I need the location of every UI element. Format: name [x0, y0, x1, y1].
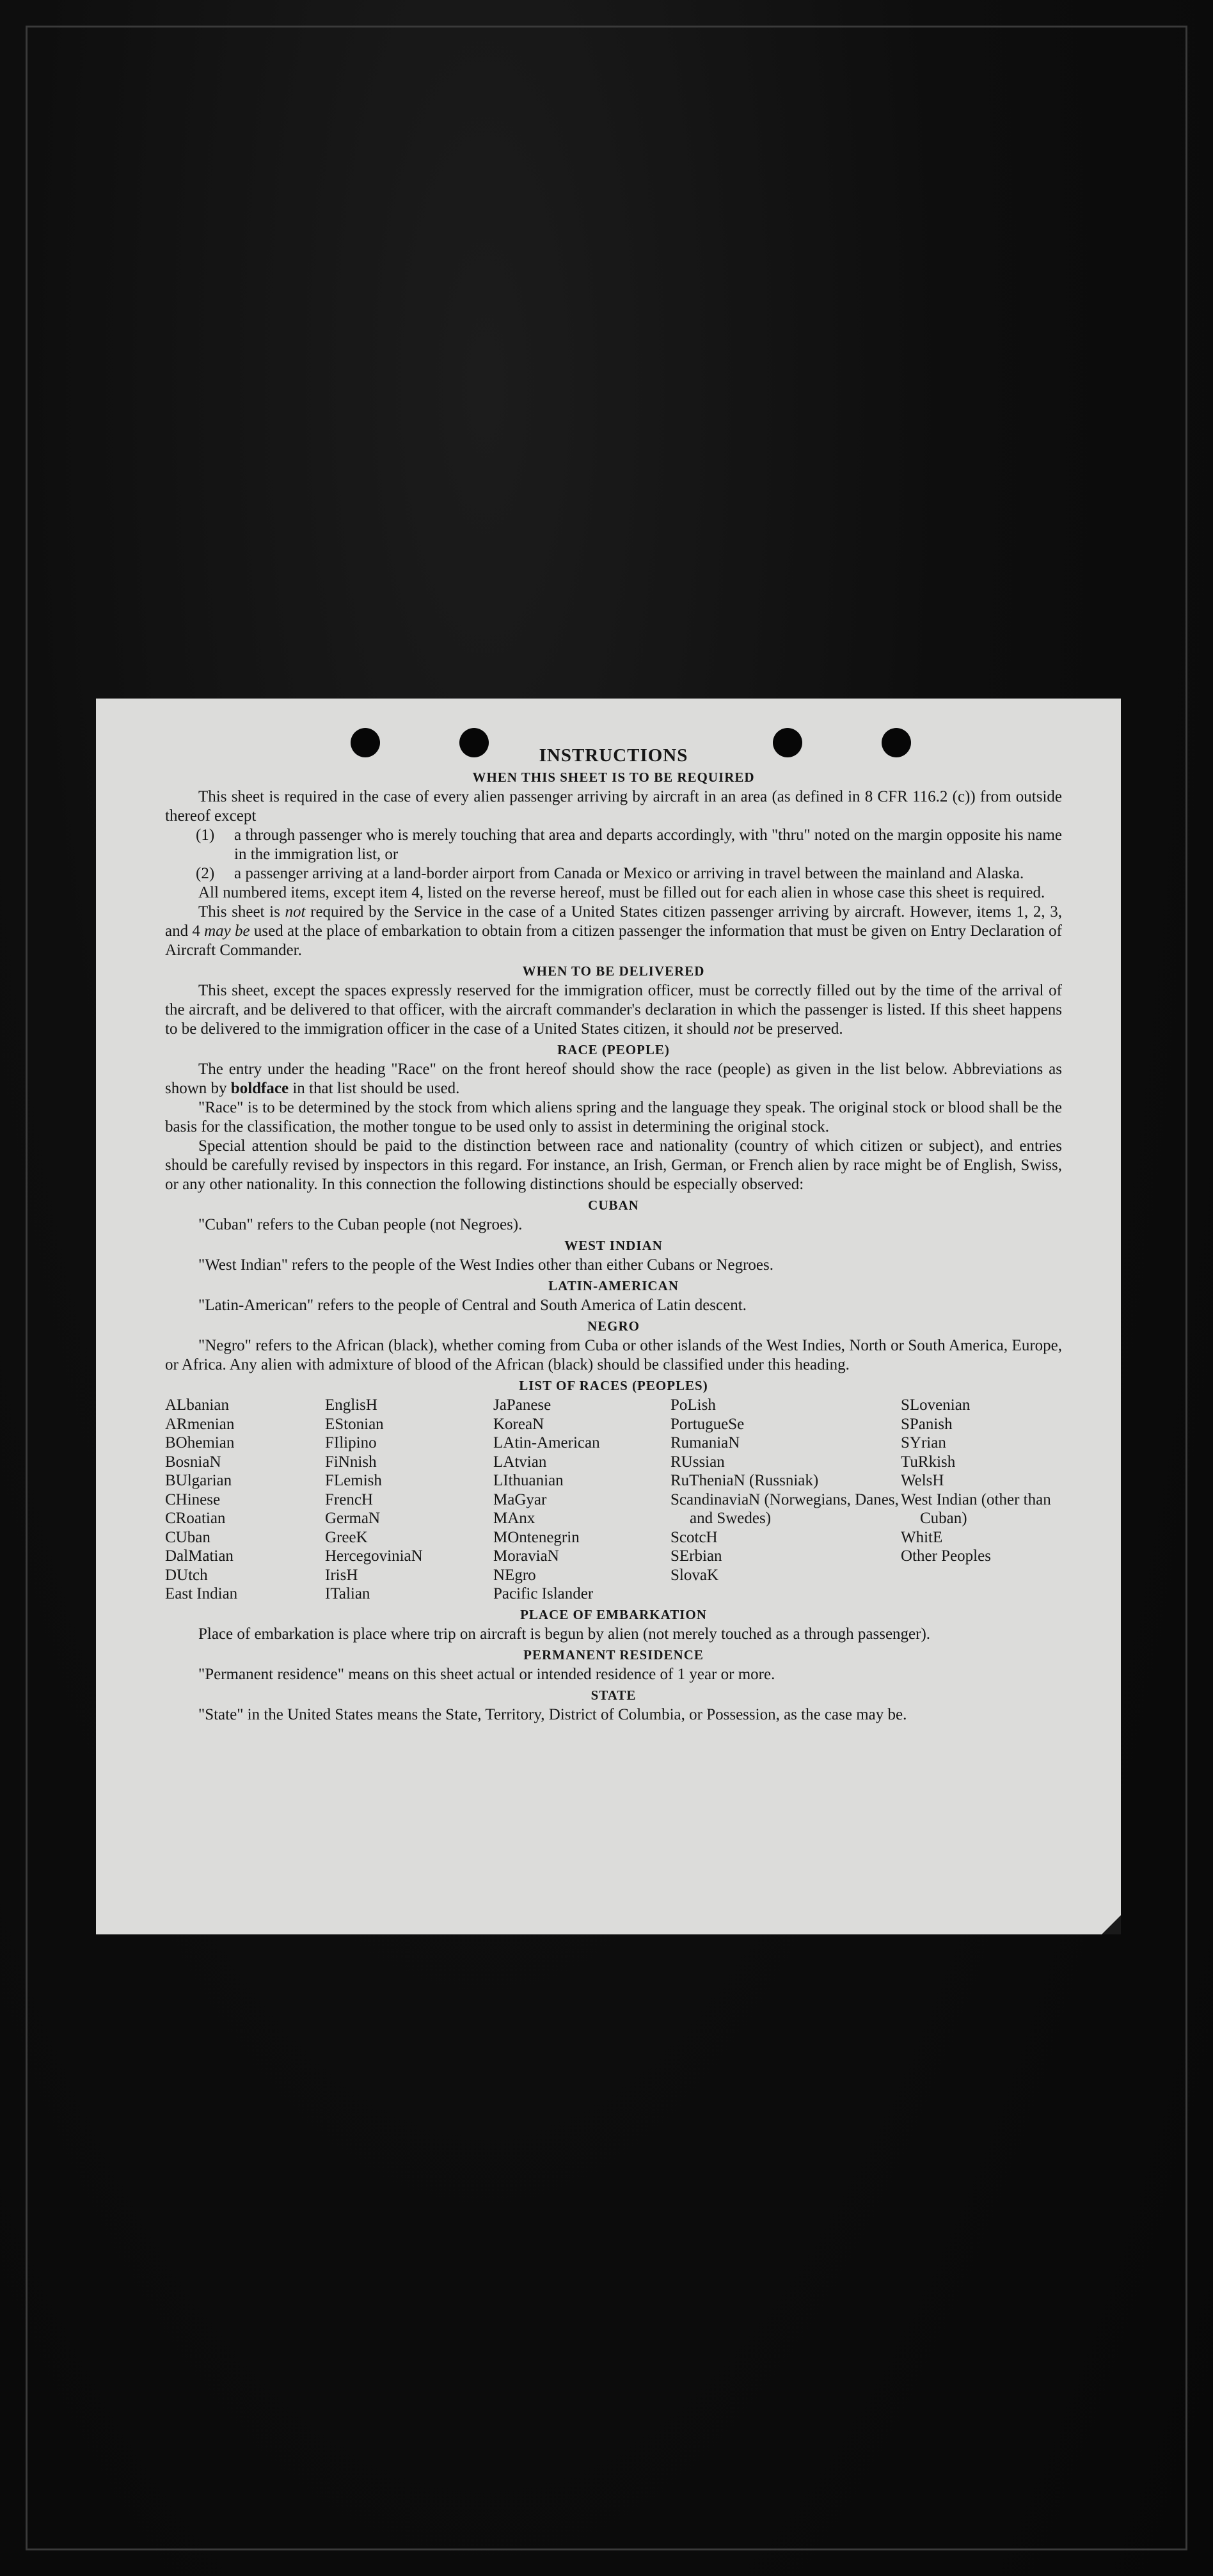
race-entry: MAnx	[493, 1510, 535, 1527]
punch-hole	[882, 728, 911, 757]
paragraph-intro: This sheet is required in the case of every alien passenger arriving by aircraft in an area (as defined in 8 CFR 116.2 (c)) from outside thereof except	[165, 788, 1062, 825]
race-entry: JaPanese	[493, 1396, 551, 1414]
paragraph-numbered-items: All numbered items, except item 4, listed on the reverse hereof, must be filled out for each alien in whose case this sheet is required.	[198, 884, 1045, 901]
race-entry: WhitE	[901, 1528, 943, 1546]
heading-west-indian: WEST INDIAN	[564, 1238, 663, 1253]
race-entry: WelsH	[901, 1472, 944, 1489]
race-entry: RumaniaN	[670, 1434, 740, 1451]
races-column	[901, 1396, 1062, 1604]
race-entry: ScotcH	[670, 1528, 718, 1546]
paragraph-cuban: "Cuban" refers to the Cuban people (not Negroes).	[198, 1216, 523, 1233]
text-run: be preserved.	[754, 1020, 843, 1038]
race-entry: BOhemian	[165, 1434, 235, 1451]
emphasis-not: not	[285, 903, 306, 921]
race-entry: TuRkish	[901, 1453, 956, 1471]
exception-item-2	[196, 864, 1062, 883]
race-entry: SLovenian	[901, 1396, 971, 1414]
heading-cuban: CUBAN	[588, 1197, 639, 1213]
race-entry: PortugueSe	[670, 1415, 745, 1433]
race-entry: FrencH	[325, 1490, 373, 1508]
race-entry: BosniaN	[165, 1453, 221, 1471]
race-entry: LAtin-American	[493, 1434, 600, 1451]
item-text: a passenger arriving at a land-border airport from Canada or Mexico or arriving in travel between the mainland and Alaska.	[234, 865, 1024, 882]
text-run: required by the Service in the case of a United States citizen passenger arriving by aircraft. However, items 1, 2, 3, and 4	[165, 903, 1062, 940]
race-entry: LIthuanian	[493, 1472, 564, 1489]
paragraph-delivery	[165, 981, 1062, 1039]
folded-corner	[1102, 1915, 1121, 1934]
race-entry: PoLish	[670, 1396, 716, 1414]
paragraph-embarkation: Place of embarkation is place where trip on aircraft is begun by alien (not merely touched as a through passenger).	[198, 1625, 931, 1643]
race-entry: MaGyar	[493, 1490, 547, 1508]
race-entry: FLemish	[325, 1472, 382, 1489]
race-entry: HercegoviniaN	[325, 1547, 423, 1565]
paragraph-negro: "Negro" refers to the African (black), whether coming from Cuba or other islands of the West Indies, North or South America, Europe, or Africa. Any alien with admixture of blood of the African (black) should be classified under this heading.	[165, 1337, 1062, 1373]
race-entry: BUlgarian	[165, 1472, 232, 1489]
document-title: INSTRUCTIONS	[539, 745, 688, 766]
race-entry: IrisH	[325, 1566, 358, 1584]
race-entry: Other Peoples	[901, 1547, 991, 1565]
heading-embarkation: PLACE OF EMBARKATION	[520, 1606, 707, 1622]
heading-latin-american: LATIN-AMERICAN	[548, 1278, 679, 1293]
race-entry: ALbanian	[165, 1396, 229, 1414]
heading-state: STATE	[591, 1687, 637, 1703]
heading-race: RACE (PEOPLE)	[557, 1042, 670, 1057]
emphasis-not: not	[733, 1020, 754, 1038]
exception-item-1	[196, 826, 1062, 864]
paragraph-permanent-residence: "Permanent residence" means on this sheet actual or intended residence of 1 year or more.	[198, 1665, 775, 1683]
race-entry: MoraviaN	[493, 1547, 559, 1565]
heading-permanent-residence: PERMANENT RESIDENCE	[523, 1647, 704, 1663]
text-run: used at the place of embarkation to obtain from a citizen passenger the information that must be given on Entry Declaration of Aircraft Commander.	[165, 922, 1062, 959]
race-entry: DUtch	[165, 1566, 208, 1584]
item-number: (1)	[196, 826, 215, 844]
punch-hole	[773, 728, 802, 757]
paragraph-west-indian: "West Indian" refers to the people of the West Indies other than either Cubans or Negroes.	[198, 1256, 773, 1274]
races-column	[493, 1396, 670, 1604]
races-column	[670, 1396, 901, 1604]
race-entry: SlovaK	[670, 1566, 718, 1584]
race-entry: West Indian (other than Cuban)	[901, 1490, 1051, 1527]
bold-word: boldface	[230, 1080, 289, 1097]
race-entry: SYrian	[901, 1434, 946, 1451]
race-entry: EnglisH	[325, 1396, 377, 1414]
race-entry: FiNnish	[325, 1453, 377, 1471]
text-run: This sheet is	[198, 903, 285, 921]
races-column	[165, 1396, 325, 1604]
race-entry: RUssian	[670, 1453, 725, 1471]
race-entry: SErbian	[670, 1547, 722, 1565]
race-entry: RuTheniaN (Russniak)	[670, 1472, 819, 1489]
race-entry: ITalian	[325, 1585, 370, 1602]
paragraph-race-entry	[165, 1060, 1062, 1098]
paragraph-state: "State" in the United States means the State, Territory, District of Columbia, or Possession, as the case may be.	[198, 1705, 907, 1723]
item-number: (2)	[196, 865, 215, 882]
race-entry: SPanish	[901, 1415, 953, 1433]
text-run: The entry under the heading "Race" on the front hereof should show the race (people) as given in the list below. Abbreviations as shown by	[165, 1061, 1062, 1097]
race-entry: CRoatian	[165, 1510, 226, 1527]
race-entry: NEgro	[493, 1566, 536, 1584]
race-entry: EStonian	[325, 1415, 384, 1433]
instruction-sheet	[96, 699, 1121, 1934]
race-entry: GermaN	[325, 1510, 381, 1527]
text-run: in that list should be used.	[289, 1080, 460, 1097]
emphasis-may-be: may be	[204, 922, 250, 940]
punch-hole	[351, 728, 380, 757]
heading-negro: NEGRO	[587, 1318, 640, 1334]
race-entry: ScandinaviaN (Norwegians, Danes, and Swedes)	[670, 1490, 899, 1527]
paragraph-latin-american: "Latin-American" refers to the people of Central and South America of Latin descent.	[198, 1297, 747, 1314]
race-entry: GreeK	[325, 1528, 368, 1546]
text-run: This sheet, except the spaces expressly reserved for the immigration officer, must be correctly filled out by the time of the arrival of the aircraft, and be delivered to that officer, with the aircraft commander's declaration in which the passenger is listed. If this sheet happens to be delivered to the immigration officer in the case of a United States citizen, it should	[165, 982, 1062, 1038]
heading-when-delivered: WHEN TO BE DELIVERED	[522, 963, 705, 979]
paragraph-race-definition: "Race" is to be determined by the stock from which aliens spring and the language they speak. The original stock or blood shall be the basis for the classification, the mother tongue to be used only to assist in determining the original stock.	[165, 1099, 1062, 1135]
race-entry: CUban	[165, 1528, 210, 1546]
race-entry: Pacific Islander	[493, 1585, 594, 1602]
heading-list-of-races: LIST OF RACES (PEOPLES)	[519, 1378, 708, 1393]
race-entry: East Indian	[165, 1585, 238, 1602]
punch-hole	[459, 728, 489, 757]
paragraph-citizen	[165, 903, 1062, 960]
races-table	[165, 1396, 1062, 1604]
race-entry: LAtvian	[493, 1453, 547, 1471]
heading-when-required: WHEN THIS SHEET IS TO BE REQUIRED	[472, 770, 755, 785]
item-text: a through passenger who is merely touching that area and departs accordingly, with "thru" noted on the margin opposite his name in the immigration list, or	[234, 826, 1062, 863]
race-entry: MOntenegrin	[493, 1528, 580, 1546]
race-entry: FIlipino	[325, 1434, 377, 1451]
race-entry: DalMatian	[165, 1547, 234, 1565]
race-entry: KoreaN	[493, 1415, 544, 1433]
race-entry: CHinese	[165, 1490, 221, 1508]
paragraph-race-nationality: Special attention should be paid to the distinction between race and nationality (country of which citizen or subject), and entries should be carefully revised by inspectors in this regard. For instance, an Irish, German, or French alien by race might be of English, Swiss, or any other nationality. In this connection the following distinctions should be especially observed:	[165, 1137, 1062, 1193]
races-column	[325, 1396, 493, 1604]
race-entry: ARmenian	[165, 1415, 235, 1433]
